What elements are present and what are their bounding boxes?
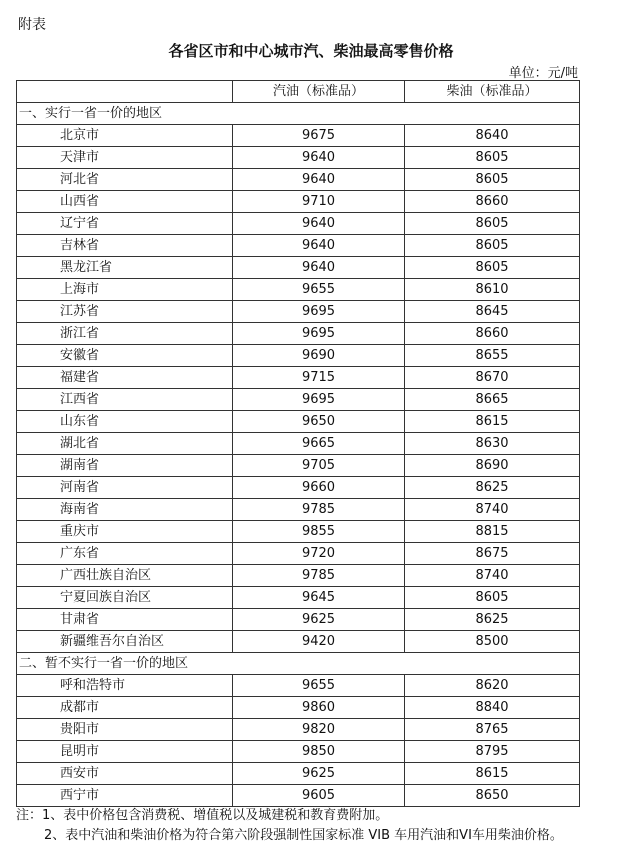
section-row — [17, 103, 580, 125]
table-row — [17, 433, 580, 455]
attachment-label: 附表 — [18, 17, 46, 33]
table-body — [17, 103, 580, 807]
unit-label: 单位：元/吨 — [508, 66, 578, 81]
gasoline-price-cell: 9660 — [233, 477, 405, 499]
section-label: 一、实行一省一价的地区 — [17, 103, 580, 125]
gasoline-price-cell: 9640 — [233, 213, 405, 235]
diesel-price-cell: 8670 — [405, 367, 580, 389]
diesel-price-cell: 8605 — [405, 169, 580, 191]
gasoline-price-cell: 9640 — [233, 257, 405, 279]
gasoline-price-cell: 9625 — [233, 763, 405, 785]
gasoline-price-cell: 9710 — [233, 191, 405, 213]
gasoline-price-cell: 9675 — [233, 125, 405, 147]
diesel-price-cell: 8645 — [405, 301, 580, 323]
table-row — [17, 609, 580, 631]
table-row — [17, 279, 580, 301]
page-title: 各省区市和中心城市汽、柴油最高零售价格 — [168, 42, 454, 60]
diesel-price-cell: 8620 — [405, 675, 580, 697]
notes — [16, 806, 586, 846]
table-row — [17, 587, 580, 609]
region-name-cell: 吉林省 — [17, 235, 233, 257]
price-table — [16, 80, 580, 807]
region-name-cell: 江苏省 — [17, 301, 233, 323]
diesel-price-cell: 8655 — [405, 345, 580, 367]
region-name-cell: 湖北省 — [17, 433, 233, 455]
region-name-cell: 甘肃省 — [17, 609, 233, 631]
gasoline-price-cell: 9860 — [233, 697, 405, 719]
diesel-price-cell: 8605 — [405, 147, 580, 169]
gasoline-price-cell: 9625 — [233, 609, 405, 631]
diesel-price-cell: 8605 — [405, 587, 580, 609]
region-name-cell: 山西省 — [17, 191, 233, 213]
gasoline-price-cell: 9705 — [233, 455, 405, 477]
gasoline-price-cell: 9650 — [233, 411, 405, 433]
diesel-price-cell: 8690 — [405, 455, 580, 477]
gasoline-price-cell: 9645 — [233, 587, 405, 609]
diesel-price-cell: 8740 — [405, 499, 580, 521]
diesel-price-cell: 8665 — [405, 389, 580, 411]
region-name-cell: 广西壮族自治区 — [17, 565, 233, 587]
gasoline-price-cell: 9720 — [233, 543, 405, 565]
header-region — [17, 81, 233, 103]
table-row — [17, 367, 580, 389]
diesel-price-cell: 8840 — [405, 697, 580, 719]
region-name-cell: 广东省 — [17, 543, 233, 565]
table-row — [17, 125, 580, 147]
diesel-price-cell: 8615 — [405, 763, 580, 785]
gasoline-price-cell: 9420 — [233, 631, 405, 653]
gasoline-price-cell: 9655 — [233, 279, 405, 301]
region-name-cell: 新疆维吾尔自治区 — [17, 631, 233, 653]
gasoline-price-cell: 9640 — [233, 235, 405, 257]
gasoline-price-cell: 9855 — [233, 521, 405, 543]
diesel-price-cell: 8630 — [405, 433, 580, 455]
table-row — [17, 257, 580, 279]
diesel-price-cell: 8650 — [405, 785, 580, 807]
region-name-cell: 上海市 — [17, 279, 233, 301]
header-diesel: 柴油（标准品） — [405, 81, 580, 103]
region-name-cell: 西宁市 — [17, 785, 233, 807]
region-name-cell: 河南省 — [17, 477, 233, 499]
gasoline-price-cell: 9605 — [233, 785, 405, 807]
region-name-cell: 山东省 — [17, 411, 233, 433]
region-name-cell: 北京市 — [17, 125, 233, 147]
diesel-price-cell: 8740 — [405, 565, 580, 587]
diesel-price-cell: 8675 — [405, 543, 580, 565]
note-1: 注：1、表中价格包含消费税、增值税以及城建税和教育费附加。 — [16, 808, 389, 823]
diesel-price-cell: 8615 — [405, 411, 580, 433]
gasoline-price-cell: 9640 — [233, 147, 405, 169]
gasoline-price-cell: 9850 — [233, 741, 405, 763]
table-row — [17, 389, 580, 411]
table-row — [17, 301, 580, 323]
region-name-cell: 海南省 — [17, 499, 233, 521]
diesel-price-cell: 8625 — [405, 609, 580, 631]
region-name-cell: 湖南省 — [17, 455, 233, 477]
note-2: 2、表中汽油和柴油价格为符合第六阶段强制性国家标准 VIB 车用汽油和VI车用柴油价格。 — [44, 828, 563, 843]
gasoline-price-cell: 9715 — [233, 367, 405, 389]
gasoline-price-cell: 9785 — [233, 499, 405, 521]
diesel-price-cell: 8605 — [405, 213, 580, 235]
gasoline-price-cell: 9695 — [233, 389, 405, 411]
gasoline-price-cell: 9695 — [233, 323, 405, 345]
diesel-price-cell: 8815 — [405, 521, 580, 543]
diesel-price-cell: 8610 — [405, 279, 580, 301]
table-row — [17, 675, 580, 697]
diesel-price-cell: 8605 — [405, 235, 580, 257]
section-label: 二、暂不实行一省一价的地区 — [17, 653, 580, 675]
region-name-cell: 重庆市 — [17, 521, 233, 543]
region-name-cell: 江西省 — [17, 389, 233, 411]
diesel-price-cell: 8625 — [405, 477, 580, 499]
gasoline-price-cell: 9695 — [233, 301, 405, 323]
table-row — [17, 213, 580, 235]
region-name-cell: 呼和浩特市 — [17, 675, 233, 697]
diesel-price-cell: 8765 — [405, 719, 580, 741]
region-name-cell: 福建省 — [17, 367, 233, 389]
region-name-cell: 宁夏回族自治区 — [17, 587, 233, 609]
region-name-cell: 西安市 — [17, 763, 233, 785]
table-row — [17, 477, 580, 499]
region-name-cell: 贵阳市 — [17, 719, 233, 741]
table-row — [17, 565, 580, 587]
table-row — [17, 697, 580, 719]
table-row — [17, 741, 580, 763]
table-row — [17, 169, 580, 191]
gasoline-price-cell: 9640 — [233, 169, 405, 191]
diesel-price-cell: 8660 — [405, 191, 580, 213]
region-name-cell: 安徽省 — [17, 345, 233, 367]
gasoline-price-cell: 9690 — [233, 345, 405, 367]
gasoline-price-cell: 9665 — [233, 433, 405, 455]
region-name-cell: 成都市 — [17, 697, 233, 719]
table-row — [17, 323, 580, 345]
table-row — [17, 631, 580, 653]
table-row — [17, 455, 580, 477]
table-row — [17, 763, 580, 785]
region-name-cell: 黑龙江省 — [17, 257, 233, 279]
region-name-cell: 天津市 — [17, 147, 233, 169]
region-name-cell: 浙江省 — [17, 323, 233, 345]
gasoline-price-cell: 9785 — [233, 565, 405, 587]
region-name-cell: 昆明市 — [17, 741, 233, 763]
table-row — [17, 191, 580, 213]
diesel-price-cell: 8500 — [405, 631, 580, 653]
region-name-cell: 河北省 — [17, 169, 233, 191]
table-row — [17, 411, 580, 433]
diesel-price-cell: 8795 — [405, 741, 580, 763]
diesel-price-cell: 8605 — [405, 257, 580, 279]
gasoline-price-cell: 9655 — [233, 675, 405, 697]
region-name-cell: 辽宁省 — [17, 213, 233, 235]
diesel-price-cell: 8640 — [405, 125, 580, 147]
table-row — [17, 543, 580, 565]
table-row — [17, 785, 580, 807]
diesel-price-cell: 8660 — [405, 323, 580, 345]
gasoline-price-cell: 9820 — [233, 719, 405, 741]
table-row — [17, 147, 580, 169]
table-row — [17, 235, 580, 257]
table-header-row — [17, 81, 580, 103]
table-row — [17, 521, 580, 543]
table-row — [17, 345, 580, 367]
table-row — [17, 499, 580, 521]
section-row — [17, 653, 580, 675]
table-row — [17, 719, 580, 741]
header-gasoline: 汽油（标准品） — [233, 81, 405, 103]
